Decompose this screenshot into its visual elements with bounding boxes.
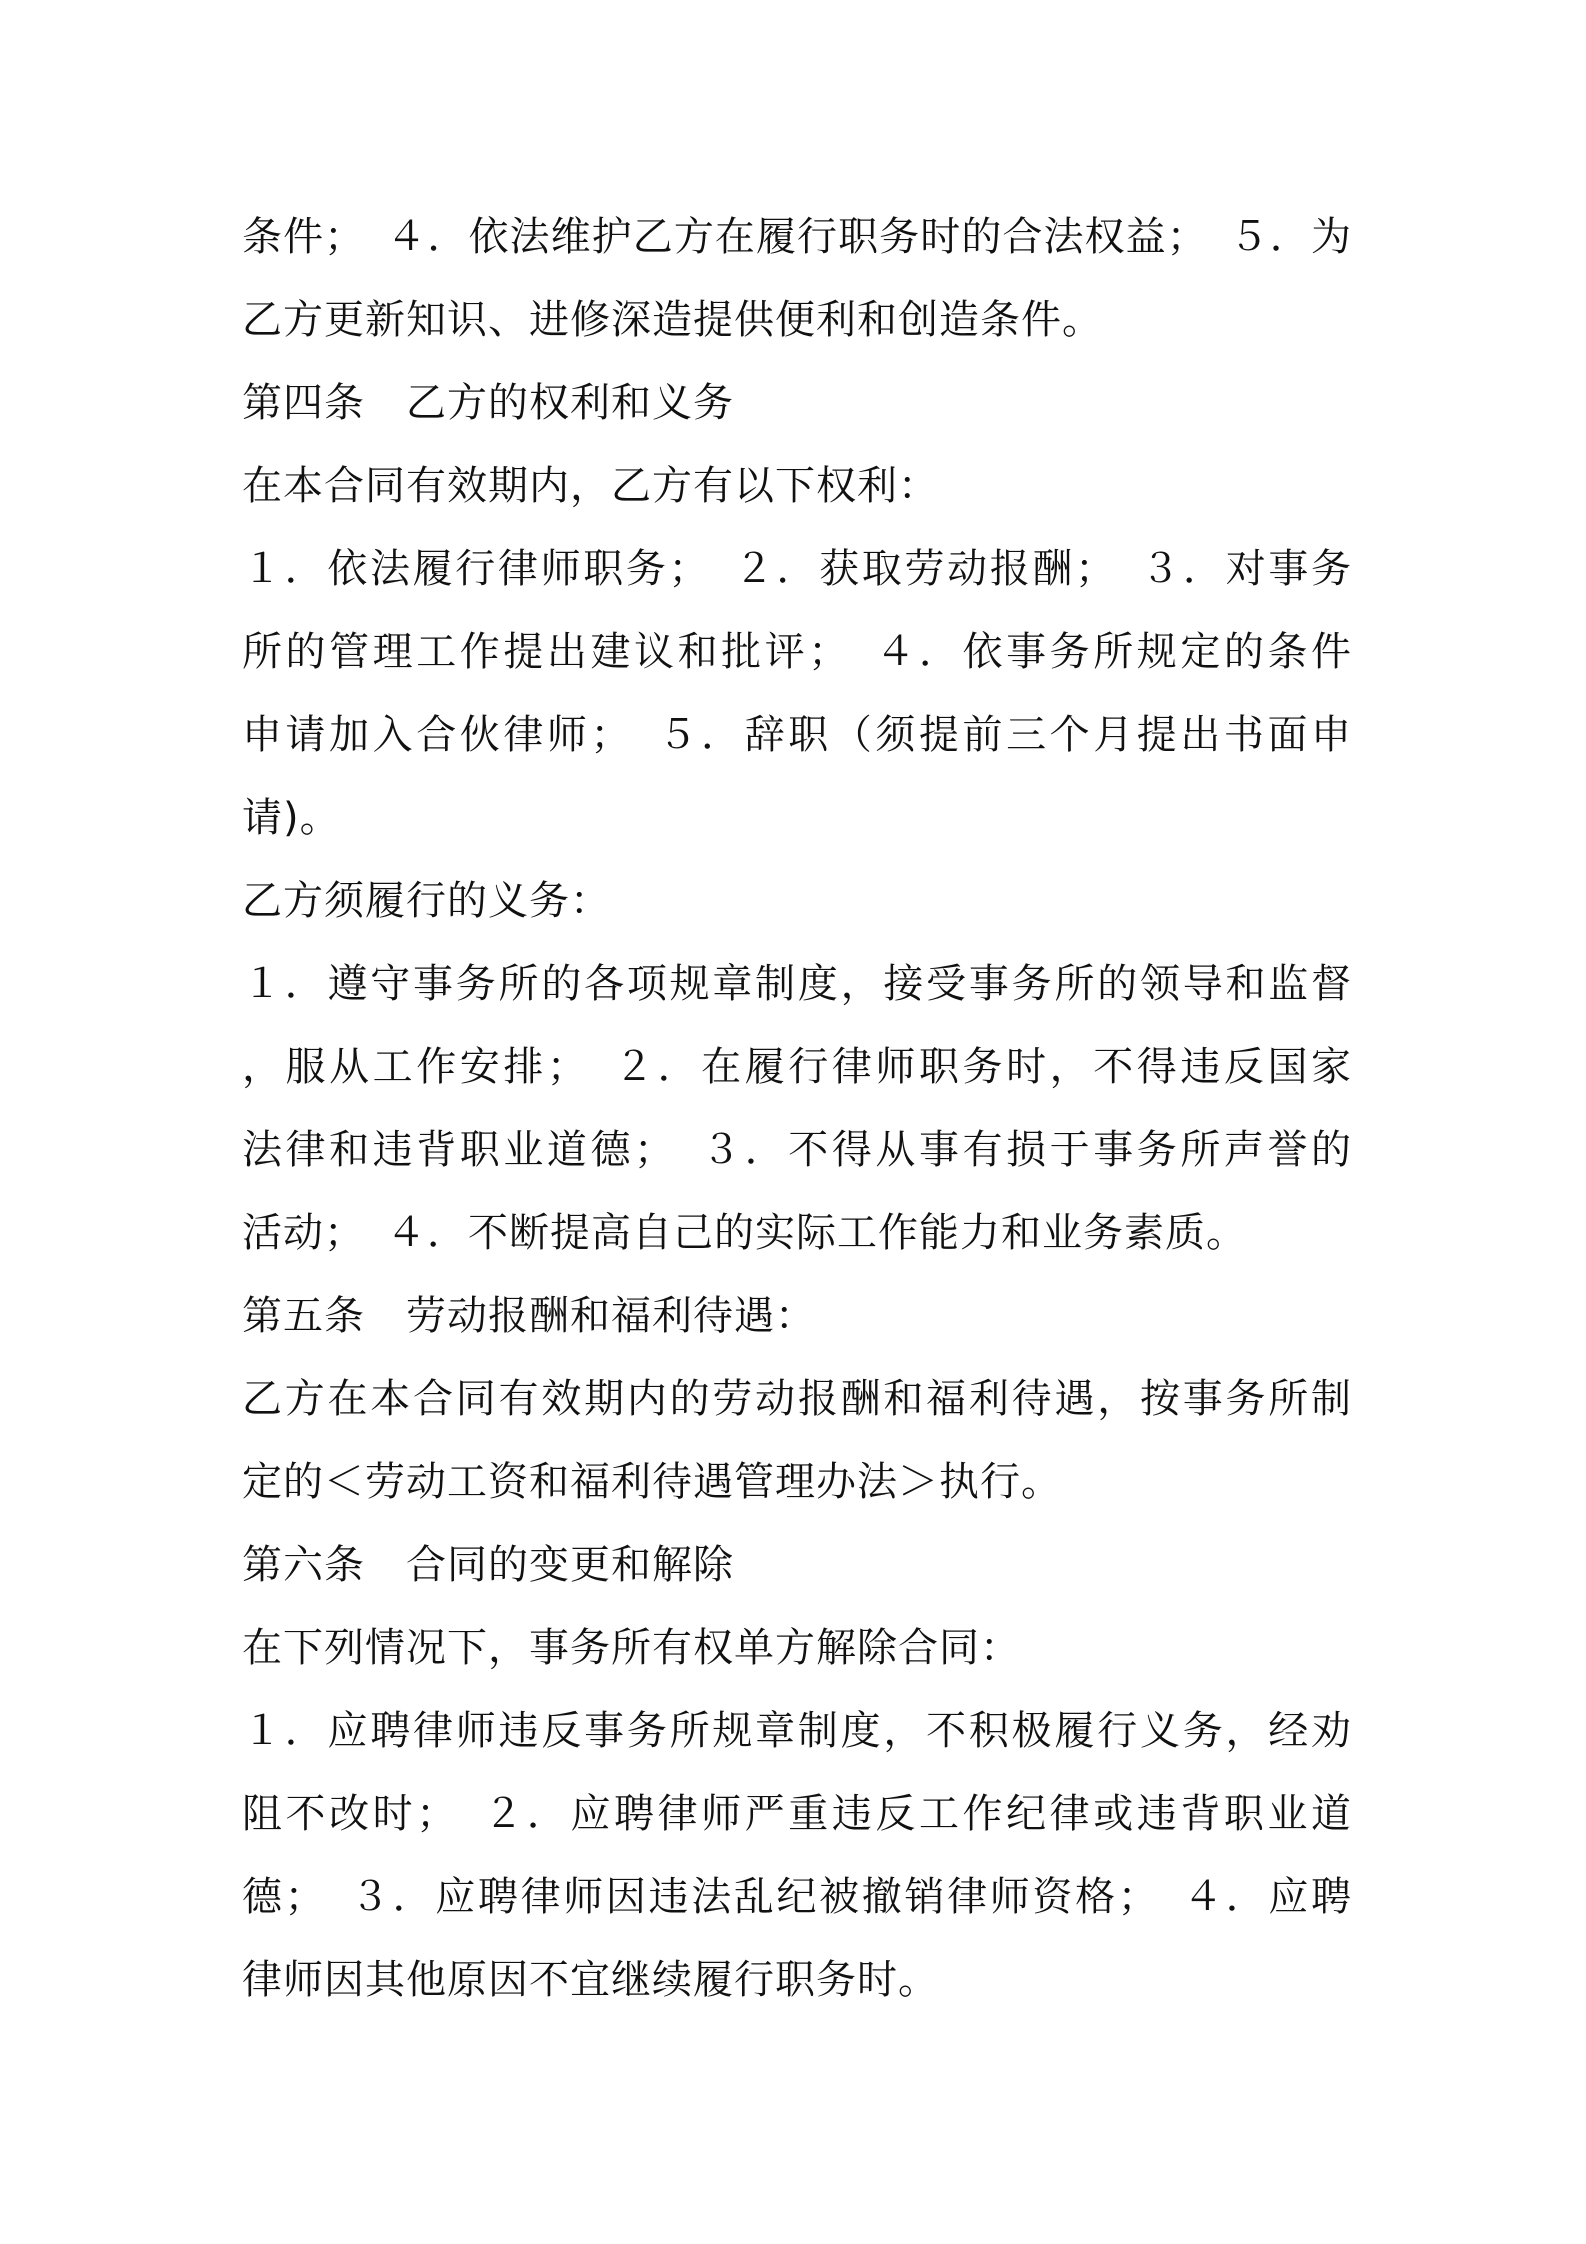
text-line-6: 所的管理工作提出建议和批评； ４．依事务所规定的条件	[242, 629, 1352, 675]
text-line-4: 在本合同有效期内，乙方有以下权利：	[242, 463, 939, 509]
text-line-2: 乙方更新知识、进修深造提供便利和创造条件。	[242, 297, 1103, 343]
text-line-7: 申请加入合伙律师； ５．辞职（须提前三个月提出书面申	[242, 712, 1352, 758]
text-line-8: 请)。	[242, 795, 341, 841]
text-line-20: 阻不改时； ２．应聘律师严重违反工作纪律或违背职业道	[242, 1791, 1352, 1837]
text-line-18: 在下列情况下，事务所有权单方解除合同：	[242, 1625, 1021, 1671]
article-5-heading: 第五条 劳动报酬和福利待遇：	[242, 1293, 816, 1339]
text-line-22: 律师因其他原因不宜继续履行职务时。	[242, 1957, 939, 2003]
article-4-heading: 第四条 乙方的权利和义务	[242, 380, 734, 426]
text-line-16: 定的＜劳动工资和福利待遇管理办法＞执行。	[242, 1459, 1062, 1505]
text-line-5: １．依法履行律师职务； ２．获取劳动报酬； ３．对事务	[242, 546, 1352, 592]
text-line-21: 德； ３．应聘律师因违法乱纪被撤销律师资格； ４．应聘	[242, 1874, 1352, 1920]
document-body	[242, 196, 1352, 2022]
text-line-11: ，服从工作安排； ２．在履行律师职务时，不得违反国家	[242, 1044, 1352, 1090]
text-line-10: １．遵守事务所的各项规章制度，接受事务所的领导和监督	[242, 961, 1352, 1007]
text-line-1: 条件； ４．依法维护乙方在履行职务时的合法权益； ５．为	[242, 214, 1352, 260]
text-line-12: 法律和违背职业道德； ３．不得从事有损于事务所声誉的	[242, 1127, 1352, 1173]
text-line-13: 活动； ４．不断提高自己的实际工作能力和业务素质。	[242, 1210, 1247, 1256]
text-line-15: 乙方在本合同有效期内的劳动报酬和福利待遇，按事务所制	[242, 1376, 1352, 1422]
text-line-9: 乙方须履行的义务：	[242, 878, 611, 924]
article-6-heading: 第六条 合同的变更和解除	[242, 1542, 734, 1588]
text-line-19: １．应聘律师违反事务所规章制度，不积极履行义务，经劝	[242, 1708, 1352, 1754]
